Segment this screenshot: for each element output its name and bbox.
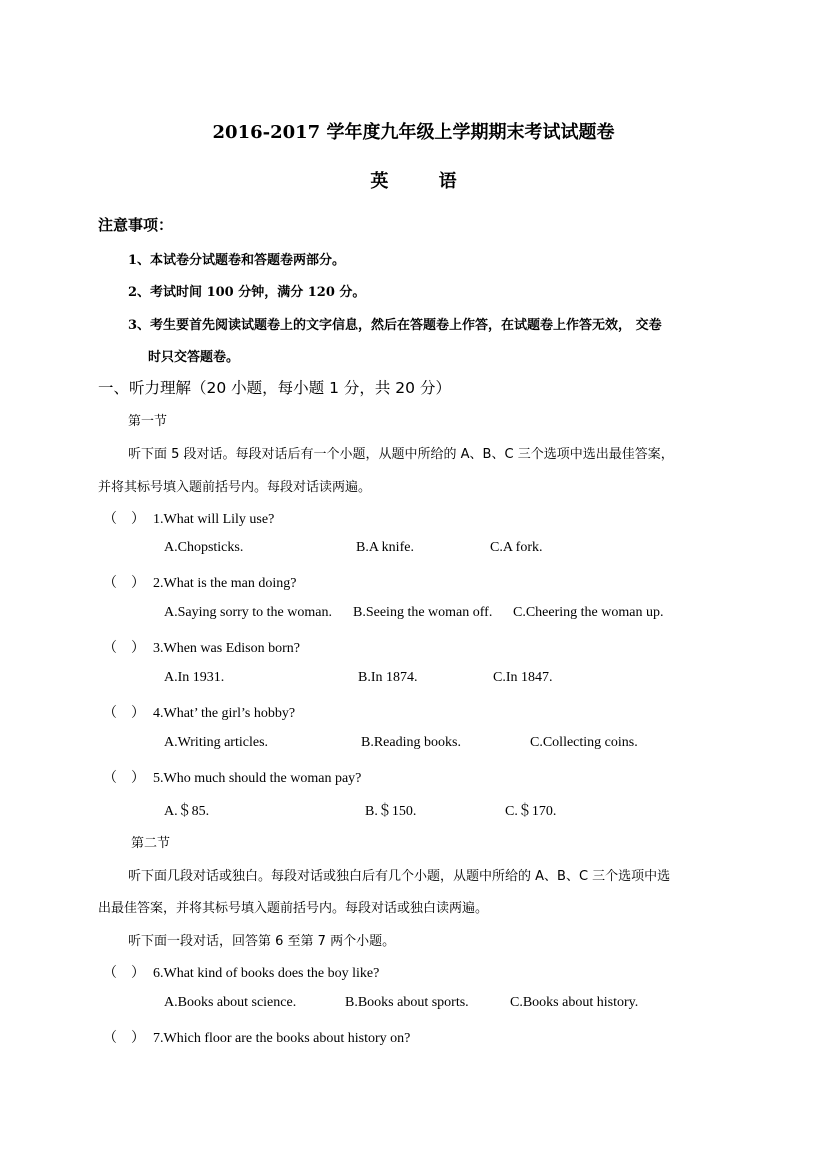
question [103,508,274,528]
answer-bracket[interactable]: （ ） [103,512,145,527]
instruction-line: 并将其标号填入题前括号内。每段对话读两遍。 [98,480,372,495]
option-c: C.A fork. [490,540,543,555]
question-text: 6.What kind of books does the boy like? [153,966,380,981]
option-c: C.Cheering the woman up. [513,605,664,620]
question-text: 2.What is the man doing? [153,576,297,591]
question-text: 1.What will Lily use? [153,512,275,527]
question [103,637,300,657]
question [103,1027,410,1047]
notice-item: 1、本试卷分试题卷和答题卷两部分。 [128,253,346,268]
question [103,702,295,722]
notice-item-continued: 时只交答题卷。 [148,350,240,365]
option-b: B.Reading books. [361,735,461,750]
instruction-line: 出最佳答案，并将其标号填入题前括号内。每段对话或独白读两遍。 [98,901,489,916]
option-a: A.Saying sorry to the woman. [164,605,332,620]
sub-instruction: 听下面一段对话，回答第 6 至第 7 两个小题。 [128,934,396,949]
answer-bracket[interactable]: （ ） [103,576,145,591]
notice-item: 3、考生要首先阅读试题卷上的文字信息，然后在答题卷上作答，在试题卷上作答无效， 交卷 [128,318,662,333]
notice-title: 注意事项： [98,216,174,234]
answer-bracket[interactable]: （ ） [103,1031,145,1046]
subject-title [0,167,827,193]
option-c: C.Books about history. [510,995,639,1010]
answer-bracket[interactable]: （ ） [103,771,145,786]
instruction-line: 听下面几段对话或独白。每段对话或独白后有几个小题，从题中所给的 A、B、C 三个选项中选 [128,869,671,884]
option-b: B.A knife. [356,540,414,555]
part-label: 第二节 [131,836,171,851]
answer-bracket[interactable]: （ ） [103,966,145,981]
instruction-line: 听下面 5 段对话。每段对话后有一个小题，从题中所给的 A、B、C 三个选项中选出最佳答案， [128,447,674,462]
option-a: A.Writing articles. [164,735,269,750]
notice-item: 2、考试时间 100 分钟，满分 120 分。 [128,285,366,300]
option-a: A.Books about science. [164,995,297,1010]
option-b: B.Seeing the woman off. [353,605,493,620]
option-b: B.Books about sports. [345,995,469,1010]
section-heading: 一、听力理解（20 小题，每小题 1 分，共 20 分） [98,379,451,397]
option-b: B.In 1874. [358,670,418,685]
option-b: B.＄150. [365,804,417,819]
answer-bracket[interactable]: （ ） [103,706,145,721]
question [103,962,379,982]
question-text: 4.What’ the girl’s hobby? [153,706,296,721]
answer-bracket[interactable]: （ ） [103,641,145,656]
option-a: A.＄85. [164,804,210,819]
option-a: A.In 1931. [164,670,225,685]
option-c: C.＄170. [505,804,557,819]
question-text: 7.Which floor are the books about history on? [153,1031,411,1046]
question [103,572,296,592]
subject-char: 语 [438,171,457,192]
question-text: 5.Who much should the woman pay? [153,771,362,786]
exam-title: 2016-2017 学年度九年级上学期期末考试试题卷 [212,122,615,143]
question [103,767,361,787]
subject-char: 英 [370,171,389,192]
option-c: C.In 1847. [493,670,553,685]
question-text: 3.When was Edison born? [153,641,300,656]
option-c: C.Collecting coins. [530,735,638,750]
option-a: A.Chopsticks. [164,540,244,555]
part-label: 第一节 [128,414,168,429]
